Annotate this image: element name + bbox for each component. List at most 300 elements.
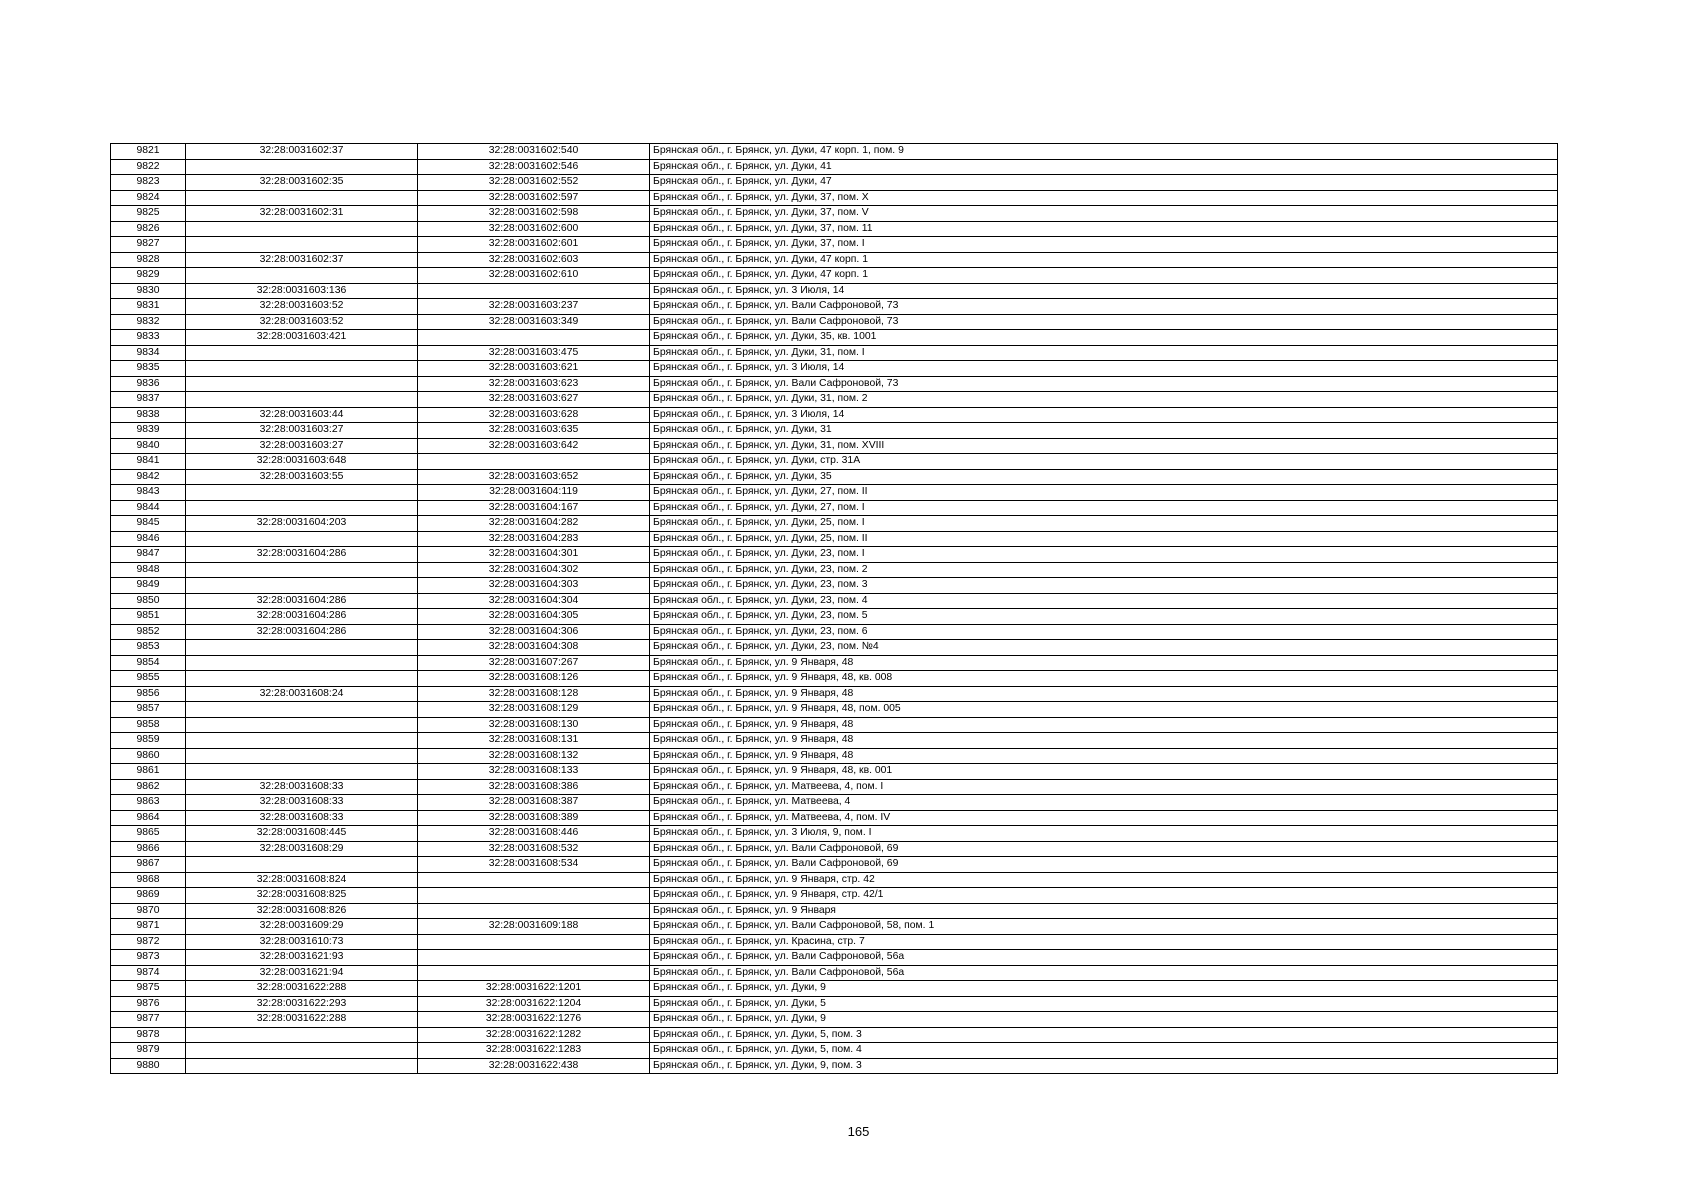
address-cell: Брянская обл., г. Брянск, ул. Вали Сафроновой, 56а xyxy=(650,965,1558,981)
row-number-cell: 9873 xyxy=(111,950,186,966)
parent-cadastral-number-cell xyxy=(186,345,418,361)
row-number-cell: 9827 xyxy=(111,237,186,253)
row-number-cell: 9848 xyxy=(111,562,186,578)
cadastral-number-cell: 32:28:0031604:303 xyxy=(418,578,650,594)
row-number-cell: 9856 xyxy=(111,686,186,702)
parent-cadastral-number-cell: 32:28:0031608:33 xyxy=(186,795,418,811)
row-number-cell: 9844 xyxy=(111,500,186,516)
row-number-cell: 9829 xyxy=(111,268,186,284)
cadastral-number-cell xyxy=(418,965,650,981)
row-number-cell: 9864 xyxy=(111,810,186,826)
table-row xyxy=(111,919,1558,935)
row-number-cell: 9866 xyxy=(111,841,186,857)
parent-cadastral-number-cell xyxy=(186,764,418,780)
address-cell: Брянская обл., г. Брянск, ул. Дуки, 37, пом. V xyxy=(650,206,1558,222)
cadastral-number-cell xyxy=(418,888,650,904)
cadastral-number-cell: 32:28:0031603:475 xyxy=(418,345,650,361)
parent-cadastral-number-cell: 32:28:0031602:31 xyxy=(186,206,418,222)
row-number-cell: 9853 xyxy=(111,640,186,656)
parent-cadastral-number-cell: 32:28:0031603:136 xyxy=(186,283,418,299)
cadastral-number-cell: 32:28:0031622:1201 xyxy=(418,981,650,997)
cadastral-number-cell: 32:28:0031608:132 xyxy=(418,748,650,764)
cadastral-number-cell: 32:28:0031608:126 xyxy=(418,671,650,687)
parent-cadastral-number-cell: 32:28:0031604:286 xyxy=(186,609,418,625)
parent-cadastral-number-cell xyxy=(186,717,418,733)
table-row xyxy=(111,237,1558,253)
parent-cadastral-number-cell xyxy=(186,857,418,873)
address-cell: Брянская обл., г. Брянск, ул. Дуки, 41 xyxy=(650,159,1558,175)
row-number-cell: 9839 xyxy=(111,423,186,439)
address-cell: Брянская обл., г. Брянск, ул. Дуки, 37, пом. X xyxy=(650,190,1558,206)
address-cell: Брянская обл., г. Брянск, ул. Дуки, 23, пом. 4 xyxy=(650,593,1558,609)
parent-cadastral-number-cell: 32:28:0031621:94 xyxy=(186,965,418,981)
registry-sheet xyxy=(110,143,1557,1074)
cadastral-number-cell: 32:28:0031603:621 xyxy=(418,361,650,377)
address-cell: Брянская обл., г. Брянск, ул. 9 Января, стр. 42 xyxy=(650,872,1558,888)
cadastral-number-cell xyxy=(418,903,650,919)
table-row xyxy=(111,407,1558,423)
address-cell: Брянская обл., г. Брянск, ул. 9 Января, 48 xyxy=(650,733,1558,749)
row-number-cell: 9840 xyxy=(111,438,186,454)
parent-cadastral-number-cell: 32:28:0031608:33 xyxy=(186,779,418,795)
address-cell: Брянская обл., г. Брянск, ул. Вали Сафроновой, 58, пом. 1 xyxy=(650,919,1558,935)
address-cell: Брянская обл., г. Брянск, ул. 9 Января, 48 xyxy=(650,748,1558,764)
address-cell: Брянская обл., г. Брянск, ул. Дуки, 27, пом. II xyxy=(650,485,1558,501)
row-number-cell: 9841 xyxy=(111,454,186,470)
table-row xyxy=(111,206,1558,222)
address-cell: Брянская обл., г. Брянск, ул. 3 Июля, 14 xyxy=(650,283,1558,299)
table-row xyxy=(111,361,1558,377)
row-number-cell: 9862 xyxy=(111,779,186,795)
table-row xyxy=(111,485,1558,501)
row-number-cell: 9876 xyxy=(111,996,186,1012)
parent-cadastral-number-cell xyxy=(186,221,418,237)
address-cell: Брянская обл., г. Брянск, ул. 9 Января, 48 xyxy=(650,686,1558,702)
parent-cadastral-number-cell xyxy=(186,190,418,206)
table-row xyxy=(111,686,1558,702)
parent-cadastral-number-cell xyxy=(186,578,418,594)
row-number-cell: 9878 xyxy=(111,1027,186,1043)
cadastral-number-cell: 32:28:0031602:601 xyxy=(418,237,650,253)
parent-cadastral-number-cell xyxy=(186,562,418,578)
row-number-cell: 9874 xyxy=(111,965,186,981)
cadastral-number-cell: 32:28:0031602:598 xyxy=(418,206,650,222)
row-number-cell: 9825 xyxy=(111,206,186,222)
row-number-cell: 9826 xyxy=(111,221,186,237)
row-number-cell: 9868 xyxy=(111,872,186,888)
row-number-cell: 9867 xyxy=(111,857,186,873)
address-cell: Брянская обл., г. Брянск, ул. Дуки, 9 xyxy=(650,1012,1558,1028)
address-cell: Брянская обл., г. Брянск, ул. Вали Сафроновой, 73 xyxy=(650,314,1558,330)
row-number-cell: 9854 xyxy=(111,655,186,671)
cadastral-number-cell xyxy=(418,950,650,966)
cadastral-number-cell: 32:28:0031608:128 xyxy=(418,686,650,702)
row-number-cell: 9828 xyxy=(111,252,186,268)
row-number-cell: 9850 xyxy=(111,593,186,609)
row-number-cell: 9879 xyxy=(111,1043,186,1059)
parent-cadastral-number-cell: 32:28:0031602:37 xyxy=(186,144,418,160)
table-row xyxy=(111,779,1558,795)
cadastral-number-cell xyxy=(418,283,650,299)
cadastral-number-cell: 32:28:0031622:1204 xyxy=(418,996,650,1012)
table-row xyxy=(111,965,1558,981)
row-number-cell: 9860 xyxy=(111,748,186,764)
row-number-cell: 9858 xyxy=(111,717,186,733)
parent-cadastral-number-cell: 32:28:0031604:286 xyxy=(186,624,418,640)
table-row xyxy=(111,655,1558,671)
parent-cadastral-number-cell xyxy=(186,268,418,284)
table-row xyxy=(111,1058,1558,1074)
table-row xyxy=(111,283,1558,299)
table-row xyxy=(111,345,1558,361)
cadastral-number-cell: 32:28:0031609:188 xyxy=(418,919,650,935)
cadastral-number-cell xyxy=(418,872,650,888)
table-row xyxy=(111,733,1558,749)
row-number-cell: 9834 xyxy=(111,345,186,361)
address-cell: Брянская обл., г. Брянск, ул. 9 Января, 48, кв. 008 xyxy=(650,671,1558,687)
address-cell: Брянская обл., г. Брянск, ул. Дуки, 23, пом. I xyxy=(650,547,1558,563)
row-number-cell: 9875 xyxy=(111,981,186,997)
cadastral-number-cell: 32:28:0031602:546 xyxy=(418,159,650,175)
cadastral-number-cell: 32:28:0031622:1276 xyxy=(418,1012,650,1028)
cadastral-number-cell: 32:28:0031604:305 xyxy=(418,609,650,625)
address-cell: Брянская обл., г. Брянск, ул. Дуки, 47 корп. 1, пом. 9 xyxy=(650,144,1558,160)
cadastral-number-cell: 32:28:0031608:389 xyxy=(418,810,650,826)
parent-cadastral-number-cell xyxy=(186,655,418,671)
parent-cadastral-number-cell: 32:28:0031602:37 xyxy=(186,252,418,268)
cadastral-number-cell: 32:28:0031603:642 xyxy=(418,438,650,454)
property-registry-table xyxy=(110,143,1558,1074)
cadastral-number-cell: 32:28:0031604:283 xyxy=(418,531,650,547)
address-cell: Брянская обл., г. Брянск, ул. 9 Января, стр. 42/1 xyxy=(650,888,1558,904)
row-number-cell: 9865 xyxy=(111,826,186,842)
cadastral-number-cell: 32:28:0031608:387 xyxy=(418,795,650,811)
table-row xyxy=(111,531,1558,547)
address-cell: Брянская обл., г. Брянск, ул. 9 Января, 48, кв. 001 xyxy=(650,764,1558,780)
row-number-cell: 9849 xyxy=(111,578,186,594)
cadastral-number-cell: 32:28:0031608:133 xyxy=(418,764,650,780)
table-row xyxy=(111,392,1558,408)
cadastral-number-cell: 32:28:0031602:610 xyxy=(418,268,650,284)
parent-cadastral-number-cell: 32:28:0031610:73 xyxy=(186,934,418,950)
address-cell: Брянская обл., г. Брянск, ул. Вали Сафроновой, 73 xyxy=(650,376,1558,392)
table-row xyxy=(111,221,1558,237)
parent-cadastral-number-cell xyxy=(186,376,418,392)
cadastral-number-cell: 32:28:0031603:349 xyxy=(418,314,650,330)
address-cell: Брянская обл., г. Брянск, ул. 9 Января, 48 xyxy=(650,717,1558,733)
parent-cadastral-number-cell xyxy=(186,733,418,749)
cadastral-number-cell: 32:28:0031604:302 xyxy=(418,562,650,578)
cadastral-number-cell: 32:28:0031603:635 xyxy=(418,423,650,439)
address-cell: Брянская обл., г. Брянск, ул. Матвеева, 4 xyxy=(650,795,1558,811)
parent-cadastral-number-cell xyxy=(186,1043,418,1059)
parent-cadastral-number-cell: 32:28:0031603:27 xyxy=(186,438,418,454)
row-number-cell: 9824 xyxy=(111,190,186,206)
table-row xyxy=(111,144,1558,160)
address-cell: Брянская обл., г. Брянск, ул. Дуки, 25, пом. II xyxy=(650,531,1558,547)
cadastral-number-cell xyxy=(418,934,650,950)
table-row xyxy=(111,500,1558,516)
row-number-cell: 9880 xyxy=(111,1058,186,1074)
address-cell: Брянская обл., г. Брянск, ул. 9 Января, 48, пом. 005 xyxy=(650,702,1558,718)
row-number-cell: 9857 xyxy=(111,702,186,718)
table-row xyxy=(111,159,1558,175)
parent-cadastral-number-cell: 32:28:0031621:93 xyxy=(186,950,418,966)
cadastral-number-cell: 32:28:0031604:167 xyxy=(418,500,650,516)
address-cell: Брянская обл., г. Брянск, ул. Матвеева, 4, пом. I xyxy=(650,779,1558,795)
parent-cadastral-number-cell: 32:28:0031604:203 xyxy=(186,516,418,532)
table-row xyxy=(111,190,1558,206)
row-number-cell: 9823 xyxy=(111,175,186,191)
table-row xyxy=(111,702,1558,718)
address-cell: Брянская обл., г. Брянск, ул. Дуки, 23, пом. 5 xyxy=(650,609,1558,625)
address-cell: Брянская обл., г. Брянск, ул. Дуки, 31, пом. XVIII xyxy=(650,438,1558,454)
table-row xyxy=(111,593,1558,609)
table-row xyxy=(111,1043,1558,1059)
table-row xyxy=(111,578,1558,594)
address-cell: Брянская обл., г. Брянск, ул. Дуки, 5 xyxy=(650,996,1558,1012)
table-row xyxy=(111,268,1558,284)
cadastral-number-cell: 32:28:0031602:597 xyxy=(418,190,650,206)
table-row xyxy=(111,299,1558,315)
table-row xyxy=(111,609,1558,625)
page-number: 165 xyxy=(847,1124,870,1139)
address-cell: Брянская обл., г. Брянск, ул. Дуки, 5, пом. 3 xyxy=(650,1027,1558,1043)
address-cell: Брянская обл., г. Брянск, ул. 9 Января xyxy=(650,903,1558,919)
parent-cadastral-number-cell xyxy=(186,531,418,547)
address-cell: Брянская обл., г. Брянск, ул. 3 Июля, 14 xyxy=(650,361,1558,377)
parent-cadastral-number-cell: 32:28:0031608:825 xyxy=(186,888,418,904)
row-number-cell: 9821 xyxy=(111,144,186,160)
parent-cadastral-number-cell xyxy=(186,1027,418,1043)
table-row xyxy=(111,640,1558,656)
row-number-cell: 9872 xyxy=(111,934,186,950)
row-number-cell: 9845 xyxy=(111,516,186,532)
table-row xyxy=(111,903,1558,919)
row-number-cell: 9835 xyxy=(111,361,186,377)
table-row xyxy=(111,934,1558,950)
cadastral-number-cell: 32:28:0031622:1282 xyxy=(418,1027,650,1043)
parent-cadastral-number-cell xyxy=(186,671,418,687)
row-number-cell: 9870 xyxy=(111,903,186,919)
parent-cadastral-number-cell: 32:28:0031603:27 xyxy=(186,423,418,439)
table-row xyxy=(111,841,1558,857)
parent-cadastral-number-cell: 32:28:0031602:35 xyxy=(186,175,418,191)
address-cell: Брянская обл., г. Брянск, ул. Дуки, стр. 31А xyxy=(650,454,1558,470)
address-cell: Брянская обл., г. Брянск, ул. Матвеева, 4, пом. IV xyxy=(650,810,1558,826)
cadastral-number-cell: 32:28:0031604:308 xyxy=(418,640,650,656)
address-cell: Брянская обл., г. Брянск, ул. Дуки, 23, пом. 2 xyxy=(650,562,1558,578)
row-number-cell: 9861 xyxy=(111,764,186,780)
row-number-cell: 9847 xyxy=(111,547,186,563)
parent-cadastral-number-cell: 32:28:0031608:33 xyxy=(186,810,418,826)
address-cell: Брянская обл., г. Брянск, ул. Вали Сафроновой, 56а xyxy=(650,950,1558,966)
table-row xyxy=(111,888,1558,904)
cadastral-number-cell: 32:28:0031608:534 xyxy=(418,857,650,873)
address-cell: Брянская обл., г. Брянск, ул. Дуки, 47 xyxy=(650,175,1558,191)
address-cell: Брянская обл., г. Брянск, ул. Дуки, 47 корп. 1 xyxy=(650,252,1558,268)
parent-cadastral-number-cell: 32:28:0031603:44 xyxy=(186,407,418,423)
address-cell: Брянская обл., г. Брянск, ул. Дуки, 35 xyxy=(650,469,1558,485)
address-cell: Брянская обл., г. Брянск, ул. Дуки, 35, кв. 1001 xyxy=(650,330,1558,346)
parent-cadastral-number-cell xyxy=(186,1058,418,1074)
table-row xyxy=(111,996,1558,1012)
address-cell: Брянская обл., г. Брянск, ул. 9 Января, 48 xyxy=(650,655,1558,671)
parent-cadastral-number-cell xyxy=(186,702,418,718)
table-row xyxy=(111,764,1558,780)
table-row xyxy=(111,1012,1558,1028)
cadastral-number-cell: 32:28:0031603:652 xyxy=(418,469,650,485)
row-number-cell: 9837 xyxy=(111,392,186,408)
cadastral-number-cell: 32:28:0031608:532 xyxy=(418,841,650,857)
cadastral-number-cell: 32:28:0031607:267 xyxy=(418,655,650,671)
table-row xyxy=(111,175,1558,191)
table-row xyxy=(111,423,1558,439)
table-row xyxy=(111,516,1558,532)
cadastral-number-cell: 32:28:0031608:130 xyxy=(418,717,650,733)
registry-table-body xyxy=(111,144,1558,1074)
parent-cadastral-number-cell xyxy=(186,159,418,175)
parent-cadastral-number-cell xyxy=(186,485,418,501)
cadastral-number-cell: 32:28:0031604:119 xyxy=(418,485,650,501)
table-row xyxy=(111,252,1558,268)
table-row xyxy=(111,872,1558,888)
parent-cadastral-number-cell xyxy=(186,748,418,764)
address-cell: Брянская обл., г. Брянск, ул. Дуки, 31, пом. I xyxy=(650,345,1558,361)
table-row xyxy=(111,454,1558,470)
parent-cadastral-number-cell: 32:28:0031622:288 xyxy=(186,981,418,997)
cadastral-number-cell: 32:28:0031604:282 xyxy=(418,516,650,532)
cadastral-number-cell: 32:28:0031608:446 xyxy=(418,826,650,842)
address-cell: Брянская обл., г. Брянск, ул. Дуки, 31 xyxy=(650,423,1558,439)
row-number-cell: 9869 xyxy=(111,888,186,904)
parent-cadastral-number-cell: 32:28:0031608:24 xyxy=(186,686,418,702)
parent-cadastral-number-cell: 32:28:0031604:286 xyxy=(186,547,418,563)
table-row xyxy=(111,717,1558,733)
table-row xyxy=(111,1027,1558,1043)
table-row xyxy=(111,810,1558,826)
table-row xyxy=(111,376,1558,392)
row-number-cell: 9855 xyxy=(111,671,186,687)
address-cell: Брянская обл., г. Брянск, ул. Дуки, 23, пом. №4 xyxy=(650,640,1558,656)
table-row xyxy=(111,981,1558,997)
table-row xyxy=(111,795,1558,811)
parent-cadastral-number-cell xyxy=(186,361,418,377)
table-row xyxy=(111,438,1558,454)
address-cell: Брянская обл., г. Брянск, ул. Вали Сафроновой, 69 xyxy=(650,841,1558,857)
table-row xyxy=(111,857,1558,873)
cadastral-number-cell: 32:28:0031603:628 xyxy=(418,407,650,423)
row-number-cell: 9838 xyxy=(111,407,186,423)
table-row xyxy=(111,547,1558,563)
cadastral-number-cell: 32:28:0031608:386 xyxy=(418,779,650,795)
address-cell: Брянская обл., г. Брянск, ул. Дуки, 31, пом. 2 xyxy=(650,392,1558,408)
address-cell: Брянская обл., г. Брянск, ул. 3 Июля, 9, пом. I xyxy=(650,826,1558,842)
parent-cadastral-number-cell: 32:28:0031622:288 xyxy=(186,1012,418,1028)
parent-cadastral-number-cell: 32:28:0031609:29 xyxy=(186,919,418,935)
table-row xyxy=(111,671,1558,687)
parent-cadastral-number-cell: 32:28:0031603:648 xyxy=(186,454,418,470)
cadastral-number-cell: 32:28:0031603:237 xyxy=(418,299,650,315)
row-number-cell: 9822 xyxy=(111,159,186,175)
cadastral-number-cell: 32:28:0031604:301 xyxy=(418,547,650,563)
address-cell: Брянская обл., г. Брянск, ул. Дуки, 47 корп. 1 xyxy=(650,268,1558,284)
table-row xyxy=(111,826,1558,842)
row-number-cell: 9852 xyxy=(111,624,186,640)
table-row xyxy=(111,314,1558,330)
address-cell: Брянская обл., г. Брянск, ул. Красина, стр. 7 xyxy=(650,934,1558,950)
cadastral-number-cell: 32:28:0031602:600 xyxy=(418,221,650,237)
cadastral-number-cell: 32:28:0031608:129 xyxy=(418,702,650,718)
cadastral-number-cell: 32:28:0031602:603 xyxy=(418,252,650,268)
table-row xyxy=(111,469,1558,485)
parent-cadastral-number-cell xyxy=(186,237,418,253)
address-cell: Брянская обл., г. Брянск, ул. Дуки, 5, пом. 4 xyxy=(650,1043,1558,1059)
address-cell: Брянская обл., г. Брянск, ул. Дуки, 9, пом. 3 xyxy=(650,1058,1558,1074)
parent-cadastral-number-cell: 32:28:0031608:826 xyxy=(186,903,418,919)
parent-cadastral-number-cell: 32:28:0031603:52 xyxy=(186,299,418,315)
cadastral-number-cell: 32:28:0031602:552 xyxy=(418,175,650,191)
table-row xyxy=(111,624,1558,640)
address-cell: Брянская обл., г. Брянск, ул. Дуки, 25, пом. I xyxy=(650,516,1558,532)
cadastral-number-cell xyxy=(418,330,650,346)
cadastral-number-cell: 32:28:0031602:540 xyxy=(418,144,650,160)
parent-cadastral-number-cell: 32:28:0031608:29 xyxy=(186,841,418,857)
address-cell: Брянская обл., г. Брянск, ул. Вали Сафроновой, 69 xyxy=(650,857,1558,873)
parent-cadastral-number-cell: 32:28:0031604:286 xyxy=(186,593,418,609)
address-cell: Брянская обл., г. Брянск, ул. Дуки, 27, пом. I xyxy=(650,500,1558,516)
row-number-cell: 9871 xyxy=(111,919,186,935)
parent-cadastral-number-cell xyxy=(186,640,418,656)
cadastral-number-cell: 32:28:0031622:438 xyxy=(418,1058,650,1074)
row-number-cell: 9830 xyxy=(111,283,186,299)
address-cell: Брянская обл., г. Брянск, ул. Дуки, 37, пом. 11 xyxy=(650,221,1558,237)
address-cell: Брянская обл., г. Брянск, ул. Дуки, 23, пом. 6 xyxy=(650,624,1558,640)
row-number-cell: 9863 xyxy=(111,795,186,811)
cadastral-number-cell xyxy=(418,454,650,470)
parent-cadastral-number-cell: 32:28:0031603:52 xyxy=(186,314,418,330)
parent-cadastral-number-cell xyxy=(186,500,418,516)
table-row xyxy=(111,330,1558,346)
row-number-cell: 9832 xyxy=(111,314,186,330)
parent-cadastral-number-cell: 32:28:0031622:293 xyxy=(186,996,418,1012)
parent-cadastral-number-cell: 32:28:0031608:445 xyxy=(186,826,418,842)
address-cell: Брянская обл., г. Брянск, ул. Дуки, 9 xyxy=(650,981,1558,997)
table-row xyxy=(111,950,1558,966)
row-number-cell: 9831 xyxy=(111,299,186,315)
parent-cadastral-number-cell xyxy=(186,392,418,408)
address-cell: Брянская обл., г. Брянск, ул. 3 Июля, 14 xyxy=(650,407,1558,423)
row-number-cell: 9833 xyxy=(111,330,186,346)
row-number-cell: 9877 xyxy=(111,1012,186,1028)
table-row xyxy=(111,562,1558,578)
row-number-cell: 9846 xyxy=(111,531,186,547)
row-number-cell: 9842 xyxy=(111,469,186,485)
row-number-cell: 9843 xyxy=(111,485,186,501)
cadastral-number-cell: 32:28:0031604:306 xyxy=(418,624,650,640)
cadastral-number-cell: 32:28:0031603:627 xyxy=(418,392,650,408)
row-number-cell: 9836 xyxy=(111,376,186,392)
parent-cadastral-number-cell: 32:28:0031603:421 xyxy=(186,330,418,346)
table-row xyxy=(111,748,1558,764)
row-number-cell: 9851 xyxy=(111,609,186,625)
parent-cadastral-number-cell: 32:28:0031603:55 xyxy=(186,469,418,485)
cadastral-number-cell: 32:28:0031604:304 xyxy=(418,593,650,609)
cadastral-number-cell: 32:28:0031622:1283 xyxy=(418,1043,650,1059)
address-cell: Брянская обл., г. Брянск, ул. Дуки, 37, пом. I xyxy=(650,237,1558,253)
cadastral-number-cell: 32:28:0031603:623 xyxy=(418,376,650,392)
cadastral-number-cell: 32:28:0031608:131 xyxy=(418,733,650,749)
